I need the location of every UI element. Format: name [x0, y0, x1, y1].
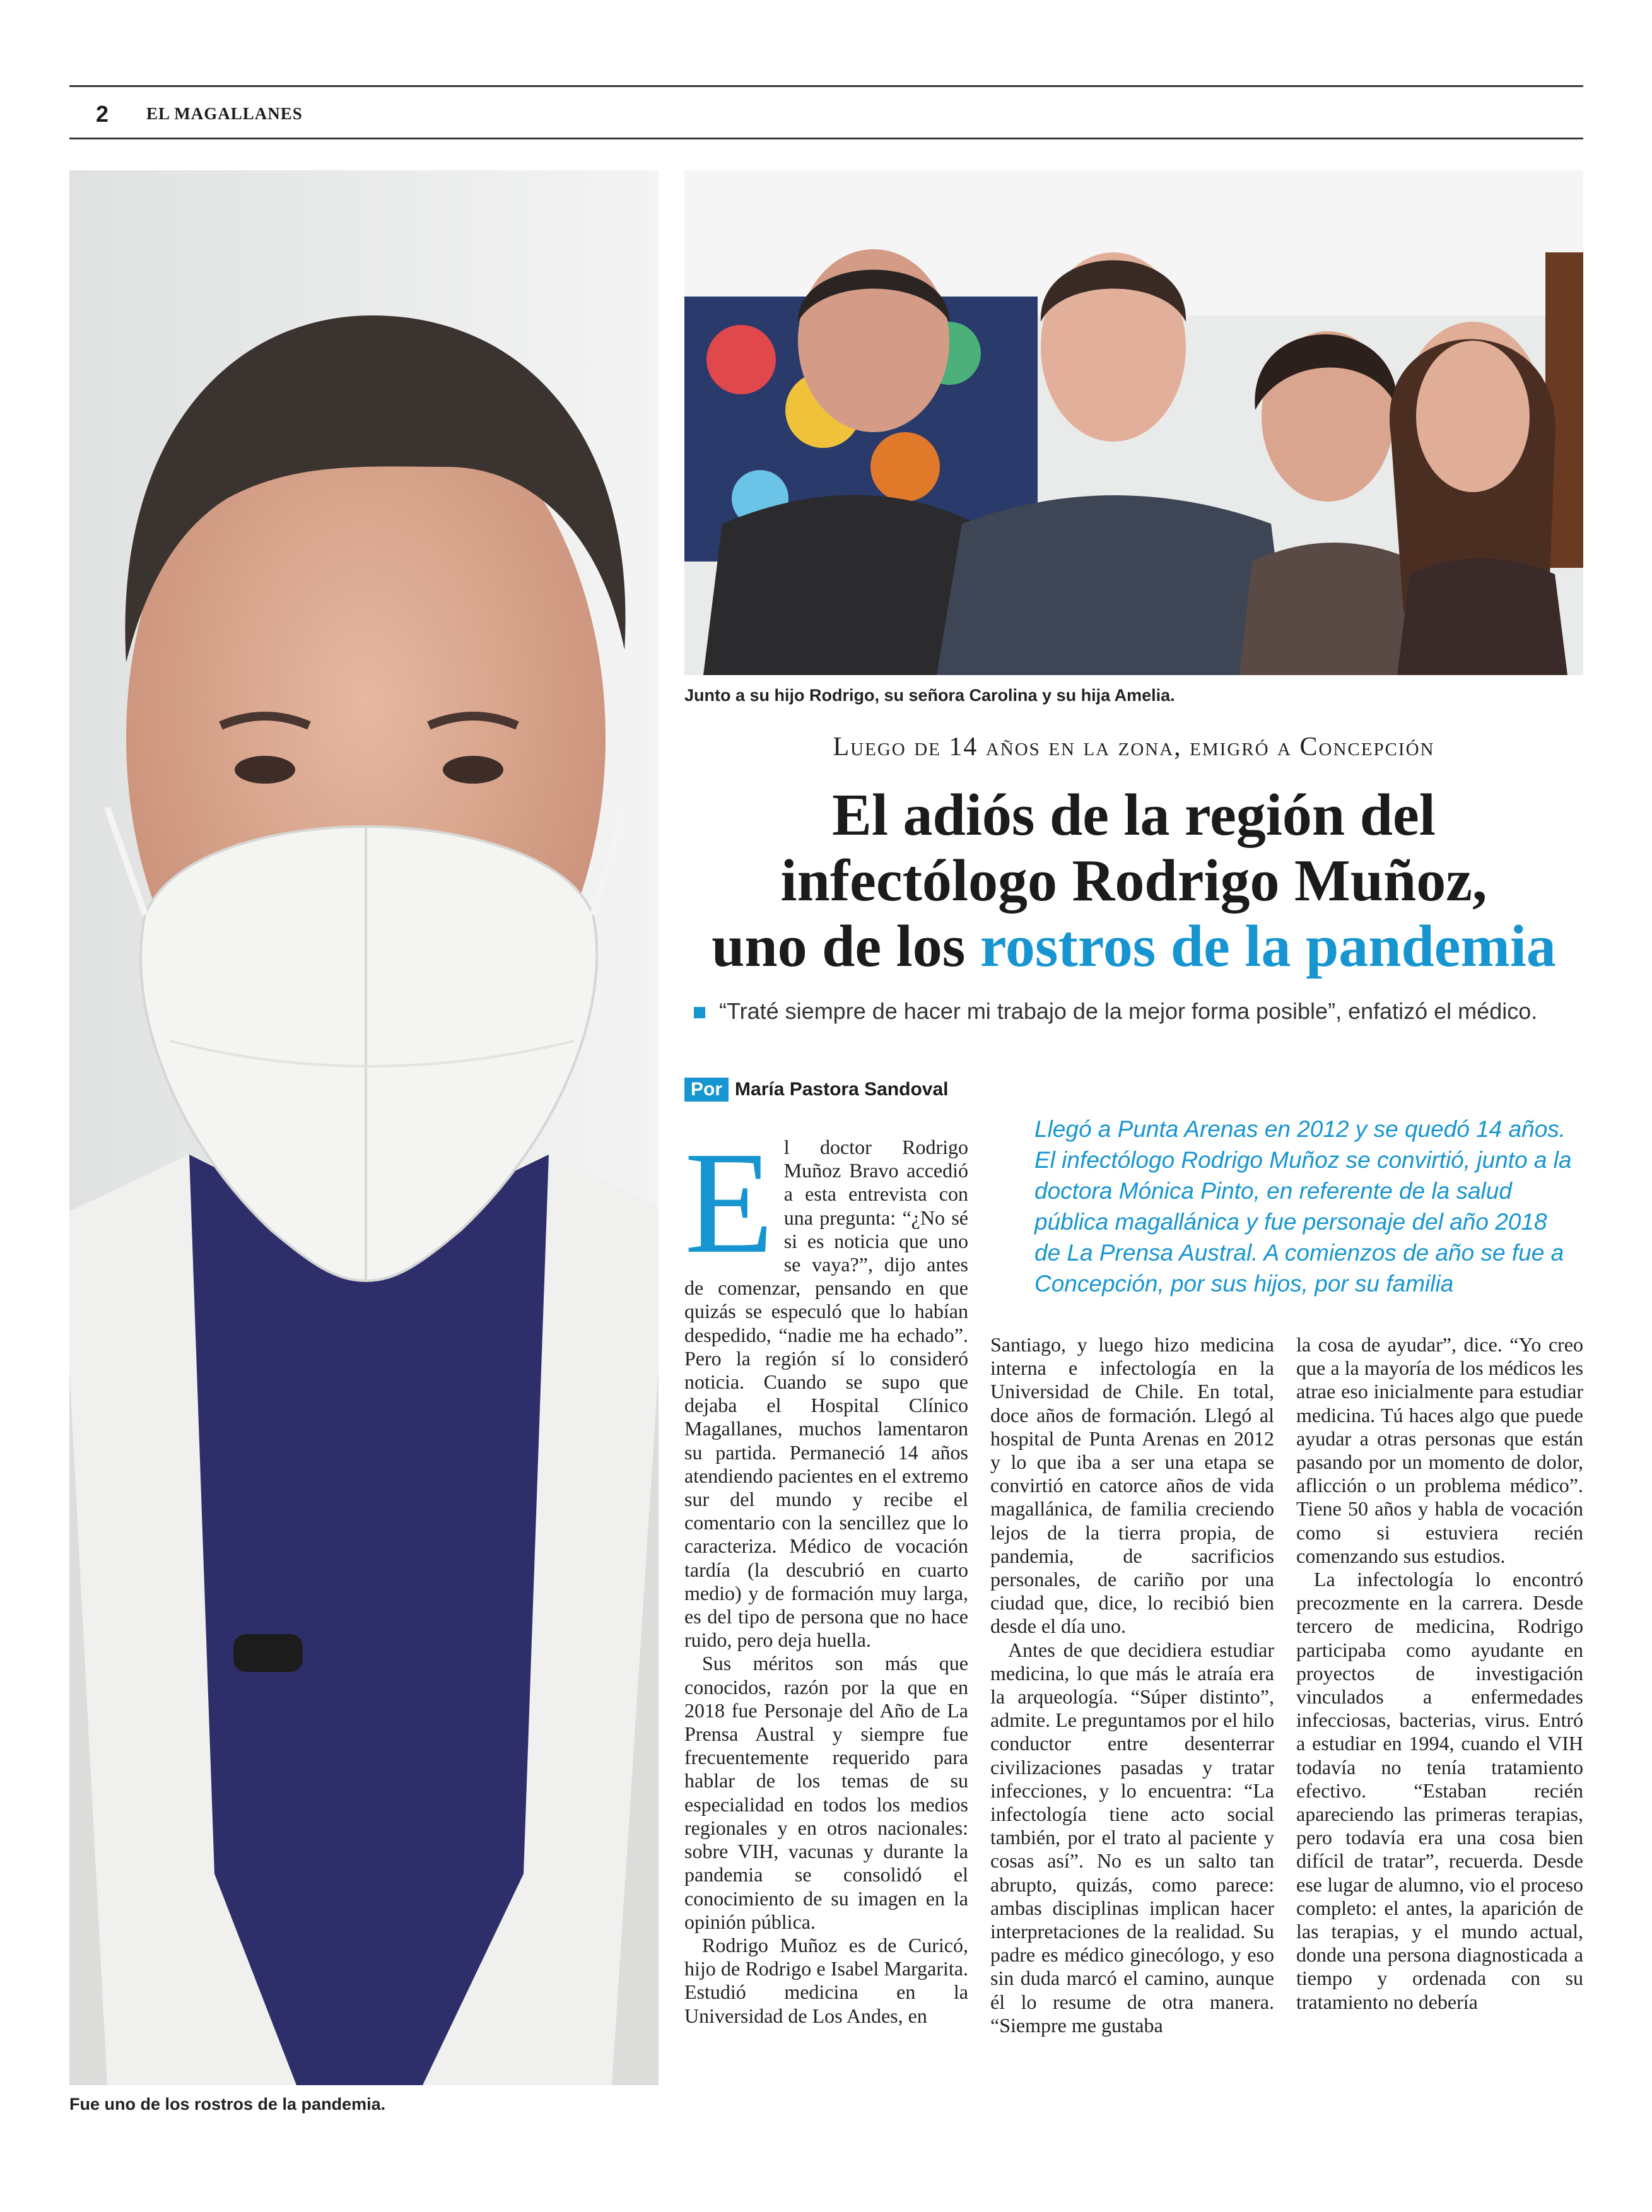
family-photo-caption: Junto a su hijo Rodrigo, su señora Carolina y su hija Amelia. — [684, 686, 1175, 705]
portrait-photo — [69, 170, 659, 2085]
header-bottom-rule — [69, 138, 1583, 139]
byline — [684, 1078, 948, 1102]
article-column-1 — [684, 1122, 968, 2028]
square-bullet-icon — [694, 1007, 705, 1018]
article-column-3 — [1296, 1333, 1583, 2014]
paragraph-1 — [684, 1122, 968, 1652]
portrait-caption: Fue uno de los rostros de la pandemia. — [69, 2095, 386, 2114]
article-headline — [684, 782, 1583, 979]
masthead: EL MAGALLANES — [146, 104, 303, 123]
pull-quote: Llegó a Punta Arenas en 2012 y se quedó 14 años. El infectólogo Rodrigo Muñoz se convirtió, junto a la doctora Mónica Pinto, en referente de la salud pública magallánica y fue personaje del año 2018 de La Prensa Austral. A comienzos de año se fue a Concepción, por sus hijos, por su familia — [1034, 1116, 1572, 1297]
paragraph-5: Antes de que decidiera estudiar medicina, lo que más le atraía era la arqueología. “Súper distinto”, admite. Le preguntamos por el hilo conductor entre desenterrar civilizaciones pasadas y tratar infecciones, y lo encuentra: “La infectología tiene acto social también, por el trato al paciente y cosas así”. No es un salto tan abrupto, quizás, como parece: ambas disciplinas implican hacer interpretaciones de la realidad. Su padre es médico ginecólogo, y eso sin duda marcó el camino, aunque él lo resume de otra manera. “Siempre me gustaba — [990, 1638, 1274, 2037]
article-column-2 — [990, 1333, 1274, 2037]
lead-text: “Traté siempre de hacer mi trabajo de la mejor forma posible”, enfatizó el médico. — [719, 998, 1538, 1024]
byline-prefix: Por — [684, 1078, 729, 1102]
headline-highlight: rostros de la pandemia — [980, 914, 1556, 979]
headline-line-2: infectólogo Rodrigo Muñoz, — [780, 848, 1487, 914]
byline-author: María Pastora Sandoval — [735, 1079, 949, 1100]
header-top-rule — [69, 85, 1583, 87]
paragraph-1-text: l doctor Rodrigo Muñoz Bravo accedió a esta entrevista con una pregunta: “¿No sé si es noticia que uno se vaya?”, dijo antes de comenzar, pensando en que quizás se especuló que lo habían despedido, “nadie me ha echado”. Pero la región sí lo consideró noticia. Cuando se supo que dejaba el Hospital Clínico Magallanes, muchos lamentaron su partida. Permaneció 14 años atendiendo pacientes en el extremo sur del mundo y recibe el comentario con la sencillez que lo caracteriza. Médico de vocación tardía (la descubrió en cuarto medio) y de formación muy larga, es del tipo de persona que no hace ruido, pero deja huella. — [684, 1136, 968, 1652]
paragraph-7: La infectología lo encontró precozmente en la carrera. Desde tercero de medicina, Rodrigo participaba como ayudante en proyectos de investigación vinculados a enfermedades infecciosas, bacterias, virus. Entró a estudiar en 1994, cuando el VIH todavía no tenía tratamiento efectivo. “Estaban recién apareciendo las primeras terapias, pero todavía era una cosa bien difícil de tratar”, recuerda. Desde ese lugar de alumno, vio el proceso completo: el antes, la aparición de las terapias, y el mundo actual, donde una persona diagnosticada a tiempo y ordenada con su tratamiento no debería — [1296, 1568, 1583, 2013]
headline-line-3 — [684, 914, 1583, 979]
page-number: 2 — [96, 101, 109, 127]
headline-line-3-start: uno de los — [712, 914, 980, 979]
paragraph-4: Santiago, y luego hizo medicina interna e infectología en la Universidad de Chile. En total, doce años de formación. Llegó al hospital de Punta Arenas en 2012 y lo que iba a ser una etapa se convirtió en catorce años de vida magallánica, de familia creciendo lejos de la tierra propia, de pandemia, de sacrificios personales, de cariño por una ciudad que, dice, lo recibió bien desde el día uno. — [990, 1333, 1274, 1638]
drop-cap: E — [684, 1122, 774, 1284]
headline-line-1: El adiós de la región del — [832, 782, 1436, 848]
paragraph-2: Sus méritos son más que conocidos, razón por la que en 2018 fue Personaje del Año de La Prensa Austral y siempre fue frecuentemente requerido para hablar de los temas de su especialidad en todos los medios regionales y en otros nacionales: sobre VIH, vacunas y durante la pandemia se consolidó el conocimiento de su imagen en la opinión pública. — [684, 1652, 968, 1933]
paragraph-6: la cosa de ayudar”, dice. “Yo creo que a la mayoría de los médicos les atrae eso inicialmente para estudiar medicina. Tú haces algo que puede ayudar a otras personas que están pasando por un momento de dolor, aflicción o un problema médico”. Tiene 50 años y habla de vocación como si estuviera recién comenzando sus estudios. — [1296, 1333, 1583, 1567]
article-lead — [694, 998, 1590, 1025]
article-kicker: Luego de 14 años en la zona, emigró a Concepción — [833, 732, 1435, 762]
family-photo — [684, 170, 1583, 675]
paragraph-3: Rodrigo Muñoz es de Curicó, hijo de Rodrigo e Isabel Margarita. Estudió medicina en la Universidad de Los Andes, en — [684, 1933, 968, 2027]
